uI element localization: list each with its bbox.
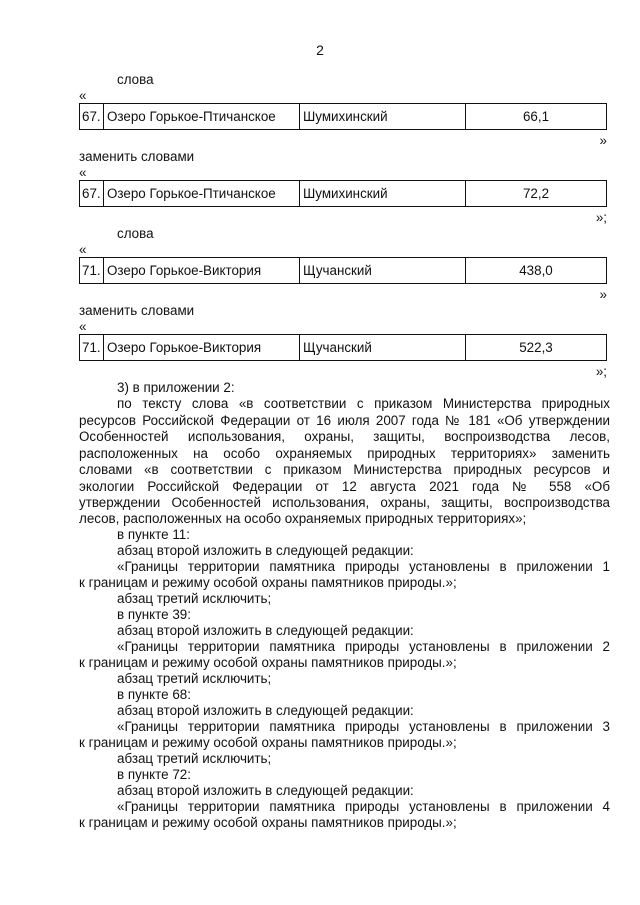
point-instruction: абзац второй изложить в следующей редакции: xyxy=(117,783,414,798)
row-name: Озеро Горькое-Виктория xyxy=(104,335,300,361)
open-quote: « xyxy=(79,165,87,180)
point-instruction: абзац третий исключить; xyxy=(117,751,272,766)
point-header: в пункте 11: xyxy=(117,527,190,542)
paragraph-line: по тексту слова «в соответствии с приказом Министерства природных xyxy=(117,396,610,411)
open-quote: « xyxy=(79,319,87,334)
row-name: Озеро Горькое-Птичанское xyxy=(104,104,300,130)
row-district: Щучанский xyxy=(300,258,466,284)
row-number: 67. xyxy=(80,104,104,130)
table-row xyxy=(79,334,607,361)
paragraph-line: Особенностей использования, охраны, защиты, воспроизводства лесов, xyxy=(79,429,610,444)
quoted-text: «Границы территории памятника природы установлены в приложении 3 xyxy=(117,719,610,734)
point-instruction: абзац третий исключить; xyxy=(117,591,272,606)
paragraph-line: словами «в соответствии с приказом Министерства природных ресурсов и xyxy=(79,462,610,477)
row-value: 72,2 xyxy=(466,181,607,207)
quoted-text: «Границы территории памятника природы установлены в приложении 1 xyxy=(117,559,610,574)
quoted-text: к границам и режиму особой охраны памятников природы.»; xyxy=(79,815,457,830)
point-instruction: абзац второй изложить в следующей редакции: xyxy=(117,623,414,638)
paragraph-line: утверждении Особенностей использования, охраны, защиты, воспроизводства xyxy=(79,495,610,510)
point-instruction: абзац второй изложить в следующей редакции: xyxy=(117,703,414,718)
close-quote: »; xyxy=(595,210,607,225)
quoted-text: к границам и режиму особой охраны памятников природы.»; xyxy=(79,575,457,590)
paragraph-line: расположенных на особо охраняемых природных территориях» заменить xyxy=(79,445,610,461)
quoted-text: к границам и режиму особой охраны памятников природы.»; xyxy=(79,655,457,670)
quoted-text: «Границы территории памятника природы установлены в приложении 2 xyxy=(117,639,610,654)
quoted-text: «Границы территории памятника природы установлены в приложении 4 xyxy=(117,799,610,814)
open-quote: « xyxy=(79,242,87,257)
row-value: 522,3 xyxy=(466,335,607,361)
row-name: Озеро Горькое-Птичанское xyxy=(104,181,300,207)
close-quote: »; xyxy=(595,364,607,379)
page-number: 2 xyxy=(316,42,324,58)
row-value: 66,1 xyxy=(466,104,607,130)
section-header: 3) в приложении 2: xyxy=(117,380,235,395)
block-intro: заменить словами xyxy=(79,149,195,164)
block-intro: заменить словами xyxy=(79,303,195,318)
row-number: 71. xyxy=(80,258,104,284)
row-name: Озеро Горькое-Виктория xyxy=(104,258,300,284)
close-quote: » xyxy=(599,133,607,148)
quoted-text: к границам и режиму особой охраны памятников природы.»; xyxy=(79,735,457,750)
row-district: Щучанский xyxy=(300,335,466,361)
row-district: Шумихинский xyxy=(300,181,466,207)
point-header: в пункте 39: xyxy=(117,607,191,622)
table-row xyxy=(79,180,607,207)
table-row xyxy=(79,257,607,284)
paragraph-line: ресурсов Российской Федерации от 16 июля 2007 года № 181 «Об утверждении xyxy=(79,412,610,428)
row-number: 71. xyxy=(80,335,104,361)
close-quote: » xyxy=(599,287,607,302)
block-intro: слова xyxy=(117,72,154,87)
row-district: Шумихинский xyxy=(300,104,466,130)
point-header: в пункте 72: xyxy=(117,767,191,782)
point-header: в пункте 68: xyxy=(117,687,191,702)
block-intro: слова xyxy=(117,226,154,241)
open-quote: « xyxy=(79,88,87,103)
paragraph-line: лесов, расположенных на особо охраняемых природных территориях»; xyxy=(79,511,527,526)
paragraph-line: экологии Российской Федерации от 12 августа 2021 года № 558 «Об xyxy=(79,478,610,494)
table-row xyxy=(79,103,607,130)
point-instruction: абзац третий исключить; xyxy=(117,671,272,686)
point-instruction: абзац второй изложить в следующей редакции: xyxy=(117,543,414,558)
row-value: 438,0 xyxy=(466,258,607,284)
row-number: 67. xyxy=(80,181,104,207)
